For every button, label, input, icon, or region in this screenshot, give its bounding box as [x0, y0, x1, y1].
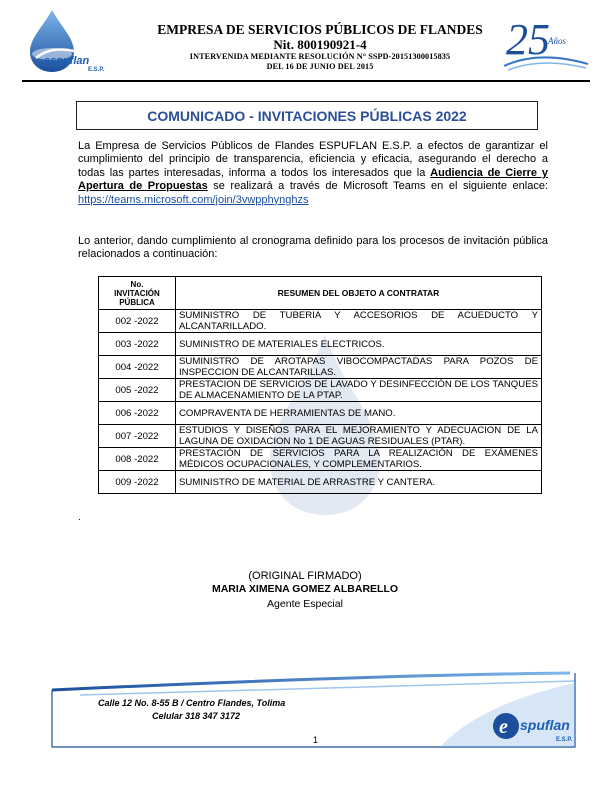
table-row: [99, 425, 542, 448]
teams-link[interactable]: https://teams.microsoft.com/join/3vwpphynghzs: [78, 193, 309, 206]
table-header-row: [99, 277, 542, 310]
col-header-summary: RESUMEN DEL OBJETO A CONTRATAR: [176, 277, 542, 310]
page-number: 1: [313, 735, 319, 745]
footer-phone: Celular 318 347 3172: [152, 711, 241, 721]
svg-text:Años: Años: [548, 36, 566, 46]
footer-address: Calle 12 No. 8-55 B / Centro Flandes, Tolima: [98, 698, 286, 708]
row-description: SUMINISTRO DE MATERIAL DE ARRASTRE Y CANTERA.: [176, 471, 542, 494]
schedule-paragraph: Lo anterior, dando cumplimiento al cronograma definido para los procesos de invitación pública relacionados a continuación:: [78, 235, 548, 261]
col-header-number: No. INVITACIÓN PÚBLICA: [99, 277, 176, 310]
resolution-date: DEL 16 DE JUNIO DEL 2015: [266, 62, 374, 71]
intro-paragraph: [78, 140, 548, 207]
intro-highlight: Audiencia de Cierre y Apertura de Propuestas: [78, 166, 548, 193]
intro-text-a: La Empresa de Servicios Públicos de Flandes ESPUFLAN E.S.P. a efectos de garantizar el cumplimiento del principio de transparencia, eficiencia y eficacia, asegurando el derecho a todas las partes interesadas, informa a todos los interesados que la: [78, 140, 548, 179]
signer-name: MARIA XIMENA GOMEZ ALBARELLO: [211, 583, 399, 595]
svg-text:e: e: [499, 716, 508, 738]
stray-dot: .: [78, 512, 81, 523]
resolution-text: INTERVENIDA MEDIANTE RESOLUCIÓN N° SSPD-20151300015835: [189, 52, 451, 61]
svg-text:spuflan: spuflan: [520, 717, 570, 733]
row-description: SUMINISTRO DE MATERIALES ELECTRICOS.: [176, 333, 542, 356]
svg-text:25: 25: [506, 15, 550, 64]
table-row: [99, 379, 542, 402]
page-title: COMUNICADO - INVITACIONES PÚBLICAS 2022: [147, 107, 467, 124]
table-row: [99, 471, 542, 494]
table-row: [99, 310, 542, 333]
svg-text:espuflan: espuflan: [44, 55, 90, 67]
signer-role: Agente Especial: [267, 598, 343, 610]
espuflan-logo: [22, 8, 122, 74]
table-row: [99, 356, 542, 379]
header-rule: [22, 80, 590, 82]
row-description: ESTUDIOS Y DISEÑOS PARA EL MEJORAMIENTO Y ADECUACION DE LA LAGUNA DE OXIDACION No 1 DE AGUAS RESIDUALES (PTAR).: [176, 425, 542, 448]
svg-text:E.S.P.: E.S.P.: [88, 67, 105, 73]
row-number: 007 -2022: [99, 425, 176, 448]
row-number: 002 -2022: [99, 310, 176, 333]
row-description: SUMINISTRO DE AROTAPAS VIBOCOMPACTADAS PARA POZOS DE INSPECCION DE ALCANTARILLAS.: [176, 356, 542, 379]
row-number: 003 -2022: [99, 333, 176, 356]
row-description: SUMINISTRO DE TUBERIA Y ACCESORIOS DE ACUEDUCTO Y ALCANTARILLADO.: [176, 310, 542, 333]
row-number: 009 -2022: [99, 471, 176, 494]
header-text-block: [130, 22, 510, 72]
table-row: [99, 448, 542, 471]
row-number: 008 -2022: [99, 448, 176, 471]
invitations-table: [98, 276, 542, 494]
company-nit: Nit. 800190921-4: [273, 37, 367, 52]
company-name: EMPRESA DE SERVICIOS PÚBLICOS DE FLANDES: [157, 22, 483, 37]
footer-logo: [492, 704, 584, 748]
row-number: 004 -2022: [99, 356, 176, 379]
intro-text-b: se realizará a través de Microsoft Teams en el siguiente enlace:: [207, 180, 548, 193]
table-row: [99, 402, 542, 425]
row-description: PRESTACIÓN DE SERVICIOS PARA LA REALIZACIÓN DE EXÁMENES MÉDICOS OCUPACIONALES, Y COMPLEMENTARIOS.: [176, 448, 542, 471]
title-box: [76, 101, 538, 130]
row-description: COMPRAVENTA DE HERRAMIENTAS DE MANO.: [176, 402, 542, 425]
row-number: 005 -2022: [99, 379, 176, 402]
signature-status: (ORIGINAL FIRMADO): [248, 570, 362, 582]
svg-text:E.S.P.: E.S.P.: [556, 737, 573, 743]
row-description: PRESTACION DE SERVICIOS DE LAVADO Y DESINFECCIÓN DE LOS TANQUES DE ALMACENAMIENTO DE LA PTAP.: [176, 379, 542, 402]
row-number: 006 -2022: [99, 402, 176, 425]
table-row: [99, 333, 542, 356]
anniversary-logo: [500, 10, 590, 72]
